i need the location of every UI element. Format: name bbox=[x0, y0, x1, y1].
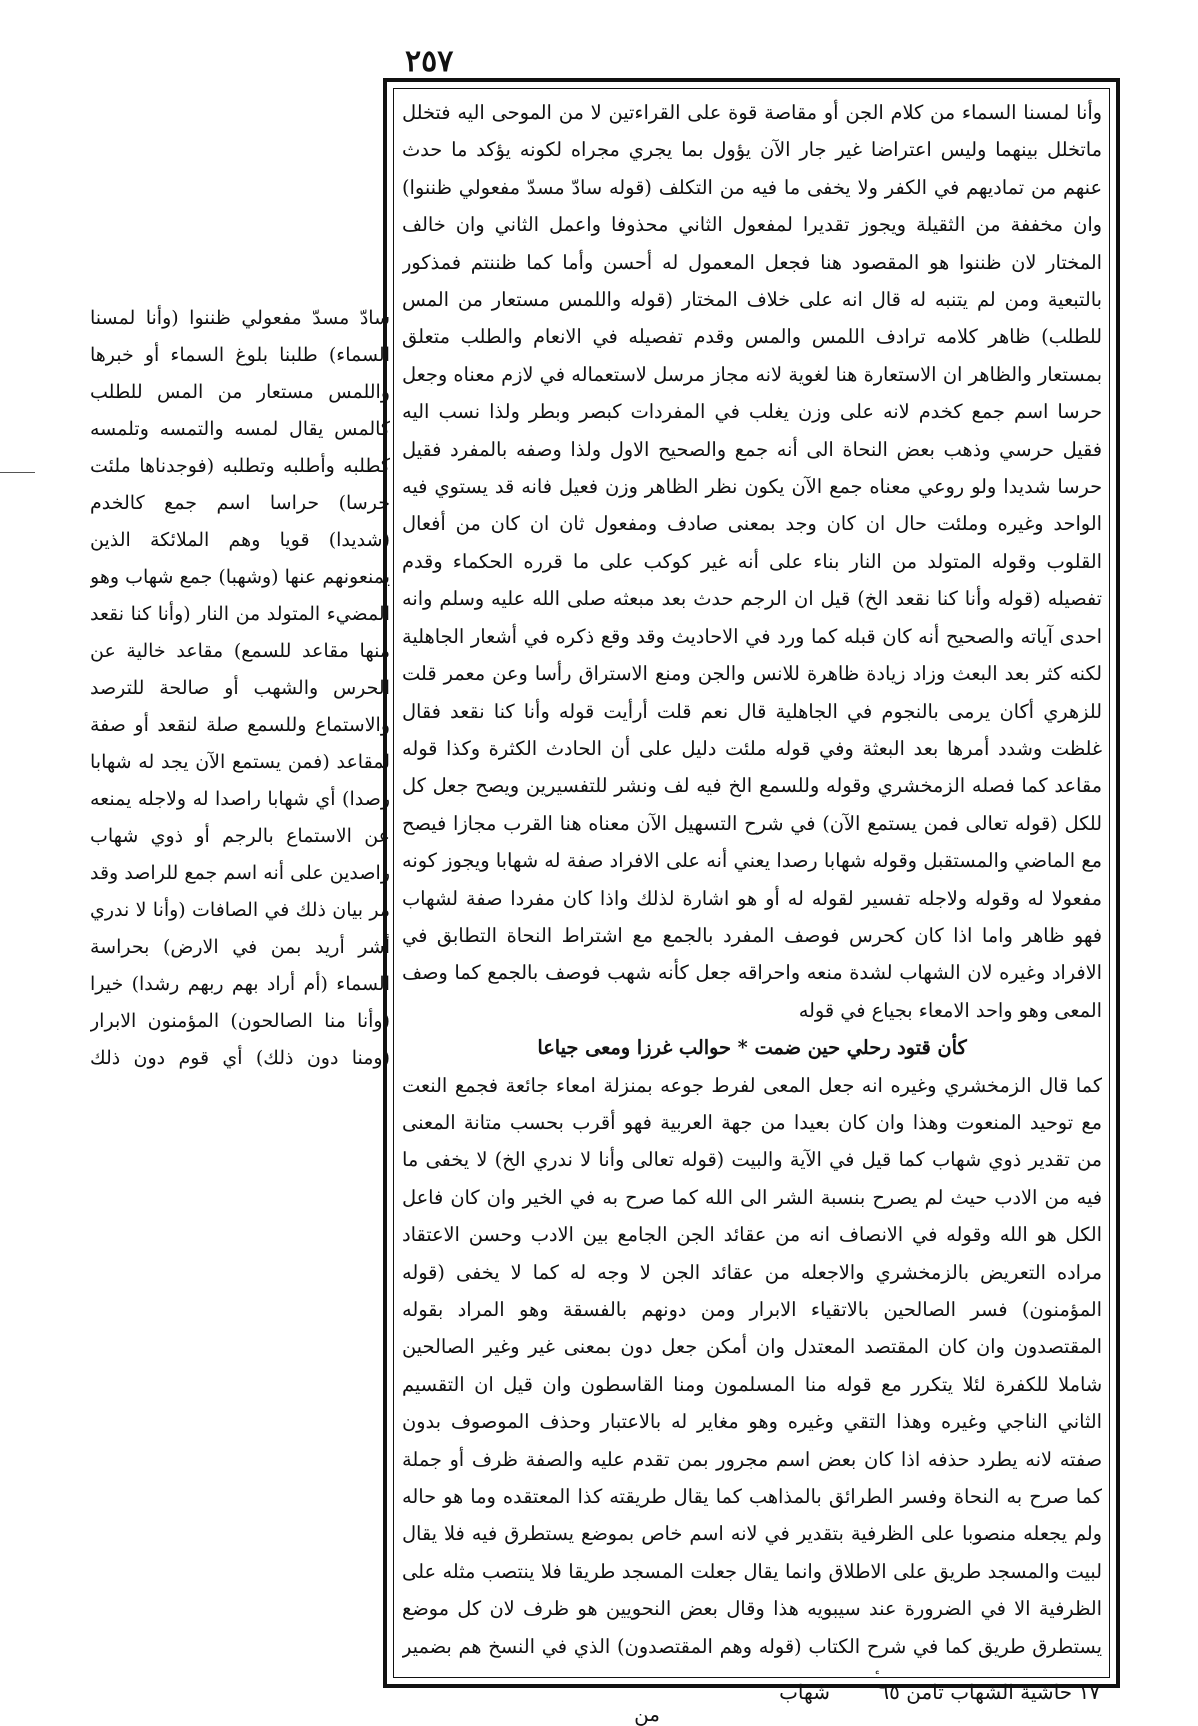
footer-catchword: شهاب bbox=[779, 1680, 830, 1704]
main-paragraph: كما قال الزمخشري وغيره انه جعل المعى لفرط جوعه بمنزلة امعاء جائعة فجمع النعت مع توحيد المنعوت وهذا وان كان بعيدا من جهة العربية فهو أقرب بحسب متانة المعنى من تقدير ذوي شهاب كما قيل في الآية والبيت (قوله تعالى وأنا لا ندري الخ) لا يخفى ما فيه من الادب حيث لم يصرح بنسبة الشر الى الله كما صرح به في الخير وان كان فاعل الكل هو الله وقوله في الانصاف انه من عقائد الجن الجامع بين الادب وحسن الاعتقاد مراده التعريض بالزمخشري والاجعله من عقائد الجن لا وجه له كما لا يخفى (قوله المؤمنون) فسر الصالحين بالاتقياء الابرار ومن دونهم بالفسقة وهو المراد بقوله المقتصدون وان كان المقتصد المعتدل وان أمكن جعل دون بمعنى غير وغير الصالحين شاملا للكفرة لئلا يتكرر مع قوله منا المسلمون ومنا القاسطون وان قيل ان التقسيم الثاني الناجي وغيره وهذا التقي وغيره وهو مغاير له بالاعتبار وحذف الموصوف بدون صفته لانه يطرد حذفه اذا كان بعض اسم مجرور بمن تقدم عليه والصفة ظرف أو جملة كما صرح به النحاة وفسر الطرائق بالمذاهب كما يقال طريقته كذا المعتقده وما هو حاله ولم يجعله منصوبا على الظرفية بتقدير في لانه اسم خاص بموضع يستطرق فيه فلا يقال لبيت والمسجد طريق على الاطلاق وانما يقال جعلت المسجد طريقا فلا ينتصب مثله على الظرفية الا في الضرورة عند سيبويه هذا وقال بعض النحويين هو ظرف لان كل موضع يستطرق طريق كما في شرح الكتاب (قوله وهم المقتصدون) الذي في النسخ هم بضمير bbox=[402, 1073, 1102, 1658]
marginal-paragraph: سادّ مسدّ مفعولي ظننوا (وأنا لمسنا السماء) طلبنا بلوغ السماء أو خبرها واللمس مستعار من المس للطلب كالمس يقال لمسه والتمسه وتلمسه كطلبه وأطلبه وتطلبه (فوجدناها ملئت حرسا) حراسا اسم جمع كالخدم (شديدا) قويا وهم الملائكة الذين يمنعونهم عنها (وشهبا) جمع شهاب وهو المضيء المتولد من النار (وأنا كنا نقعد منها مقاعد للسمع) مقاعد خالية عن الحرس والشهب أو صالحة للترصد والاستماع وللسمع صلة لنقعد أو صفة لمقاعد (فمن يستمع الآن يجد له شهابا رصدا) أي شهابا راصدا له ولاجله يمنعه عن الاستماع بالرجم أو ذوي شهاب راصدين على أنه اسم جمع للراصد وقد مر بيان ذلك في الصافات (وأنا لا ندري أشر أريد بمن في الارض) بحراسة السماء (أم أراد بهم ربهم رشدا) خيرا (وأنا منا الصالحون) المؤمنون الابرار (ومنا دون ذلك) أي قوم دون ذلك bbox=[90, 307, 390, 1069]
main-commentary bbox=[402, 94, 1102, 1674]
footer-signature: ١٧ حاشية الشهاب ثامن ٦٥ bbox=[878, 1680, 1100, 1704]
page-footer bbox=[393, 1680, 1110, 1726]
page-number: ٢٥٧ bbox=[405, 44, 454, 79]
footer-catchword-secondary: من bbox=[634, 1702, 660, 1726]
margin-rule bbox=[0, 472, 35, 473]
main-paragraph: وأنا لمسنا السماء من كلام الجن أو مقاصة قوة على القراءتين لا من الموحى اليه فتخلل ماتخلل بينهما وليس اعتراضا غير جار الآن يؤول بما يجري مجراه لكونه يؤكد ما حدث عنهم من تماديهم في الكفر ولا يخفى ما فيه من التكلف (قوله سادّ مسدّ مفعولي ظننوا) وان مخففة من الثقيلة ويجوز تقديرا لمفعول الثاني محذوفا واعمل الثاني وان خالف المختار لان ظننوا هو المقصود هنا فجعل المعمول له أحسن وأما كما ظننتم فمذكور بالتبعية ومن لم يتنبه له قال انه على خلاف المختار (قوله واللمس مستعار من المس للطلب) ظاهر كلامه ترادف اللمس والمس وقدم تفصيله في الانعام والطلب متعلق بمستعار والظاهر ان الاستعارة هنا لغوية لانه مجاز مرسل لاستعماله في لازم معناه وجعل حرسا اسم جمع كخدم لانه على وزن يغلب في المفردات كبصر وبطر ولذا نسب اليه فقيل حرسي وذهب بعض النحاة الى أنه جمع والصحيح الاول ولذا وصفه بالمفرد فقيل حرسا شديدا ولو روعي معناه جمع الآن يكون نظر الظاهر وزن فعيل فانه قد يستوي فيه الواحد وغيره وملئت حال ان كان وجد بمعنى صادف ومفعول ثان ان كان من أفعال القلوب وقوله المتولد من النار بناء على أنه غير كوكب على ما قرره الحكماء وقدم تفصيله (قوله وأنا كنا نقعد الخ) قيل ان الرجم حدث بعد مبعثه صلى الله عليه وسلم وانه احدى آياته والصحيح أنه كان قبله كما ورد في الاحاديث وقد وقع ذكره في أشعار الجاهلية لكنه كثر بعد البعث وزاد زيادة ظاهرة للانس والجن ومنع الاستراق رأسا وعن معمر قلت للزهري أكان يرمى بالنجوم في الجاهلية قال نعم قلت أرأيت قوله وأنا كنا نقعد فقال غلظت وشدد أمرها بعد البعثة وفي قوله ملئت دليل على أن الحادث الكثرة وكذا قوله مقاعد كما فصله الزمخشري وقوله وللسمع الخ فيه لف ونشر للتفسيرين ويصح جعل كل للكل (قوله تعالى فمن يستمع الآن) في شرح التسهيل الآن معناه هنا القرب مجازا فيصح مع الماضي والمستقبل وقوله شهابا رصدا يعني أنه على الافراد صفة له شهابا ويجوز كونه مفعولا له وقوله ولاجله تفسير لقوله له أو هو اشارة لذلك واذا كان مفردا صفة لشهاب فهو ظاهر واما اذا كان كحرس فوصف المفرد بالجمع مع اشتراط النحاة التطابق في الافراد وغيره لان الشهاب لشدة منعه واحراقه جعل كأنه شهب فوصف بالجمع كما وصف المعى وهو واحد الامعاء بجياع في قوله bbox=[402, 101, 1102, 1022]
poetry-verse: كأن قتود رحلي حين ضمت * حوالب غرزا ومعى جياعا bbox=[537, 1036, 967, 1060]
marginal-tafsir bbox=[90, 300, 390, 1080]
